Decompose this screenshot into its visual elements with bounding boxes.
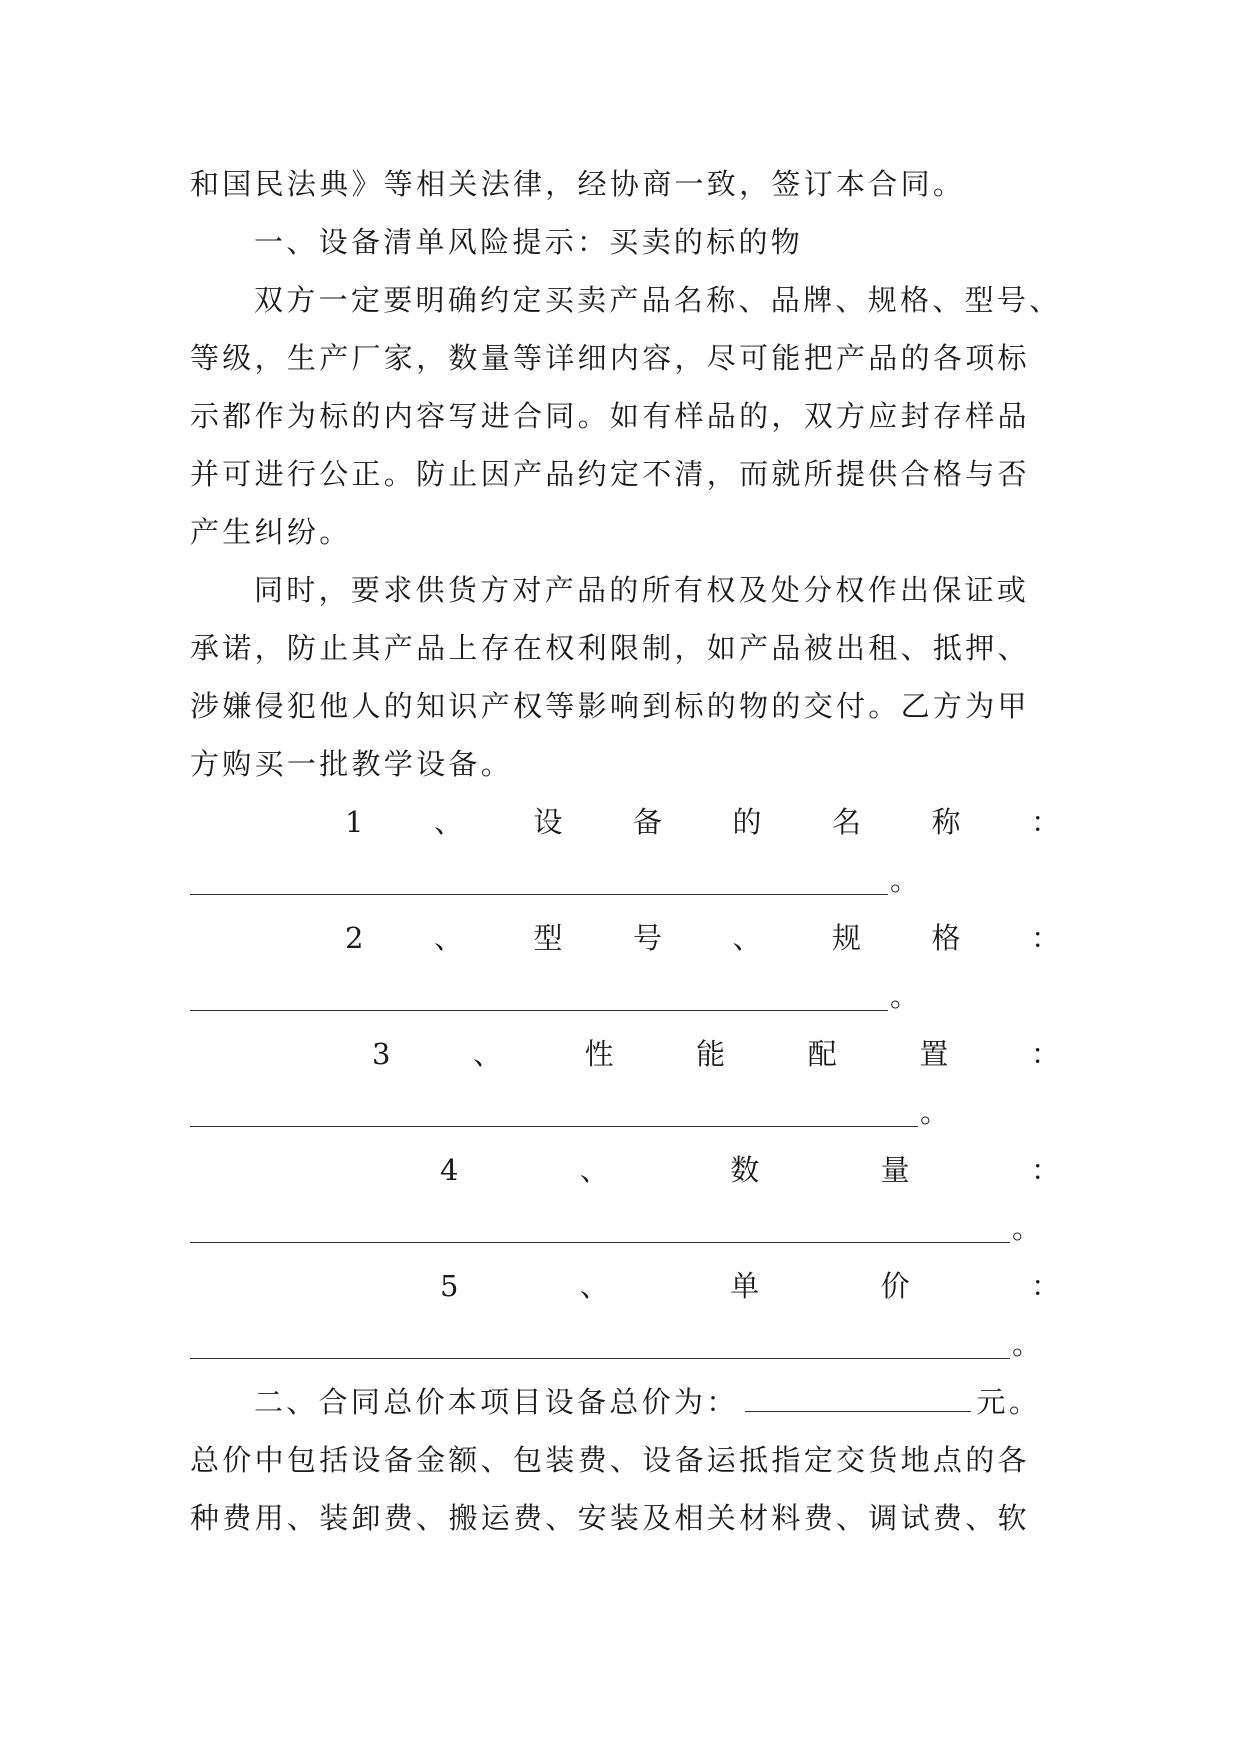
- paragraph-line: 方购买一批教学设备。: [190, 747, 514, 781]
- paragraph-line: 同时，要求供货方对产品的所有权及处分权作出保证或: [254, 573, 1030, 607]
- field-equipment-name: [190, 793, 1060, 909]
- paragraph-line: 种费用、装卸费、搬运费、安装及相关材料费、调试费、软: [190, 1501, 1030, 1535]
- section-1-heading: 一、设备清单风险提示：买卖的标的物: [254, 225, 804, 259]
- field-unit-price: [190, 1257, 1060, 1373]
- field-label: 4 、 数 量 ：: [440, 1153, 1060, 1187]
- paragraph-line: 示都作为标的内容写进合同。如有样品的，双方应封存样品: [190, 399, 1030, 433]
- intro-line: 和国民法典》等相关法律，经协商一致，签订本合同。: [190, 167, 966, 201]
- currency-unit: 元。: [976, 1385, 1042, 1419]
- field-quantity: [190, 1141, 1060, 1257]
- section-1-paragraph-2: [190, 561, 1060, 793]
- section-2: [190, 1373, 1060, 1547]
- section-1-paragraph-1: [190, 271, 1060, 561]
- underline: [190, 980, 888, 1011]
- paragraph-line: 承诺，防止其产品上存在权利限制，如产品被出租、抵押、: [190, 631, 1030, 665]
- field-label: 2 、 型 号 、 规 格 ：: [345, 921, 1060, 955]
- section-2-heading: 二、合同总价本项目设备总价为：: [254, 1385, 739, 1419]
- section-2-heading-line: [190, 1373, 1060, 1431]
- fill-blank[interactable]: 。: [190, 967, 1060, 1025]
- fill-blank[interactable]: 。: [190, 1315, 1060, 1373]
- field-label: 5 、 单 价 ：: [440, 1269, 1060, 1303]
- paragraph-line: 等级，生产厂家，数量等详细内容，尽可能把产品的各项标: [190, 341, 1030, 375]
- underline: [190, 1328, 1010, 1359]
- fill-blank[interactable]: 。: [190, 1199, 1060, 1257]
- field-label: 1 、 设 备 的 名 称 ：: [345, 805, 1060, 839]
- field-model-spec: [190, 909, 1060, 1025]
- underline: [190, 864, 888, 895]
- total-price-blank[interactable]: [745, 1385, 971, 1412]
- paragraph-line: 产生纠纷。: [190, 515, 352, 549]
- field-label: 3 、 性 能 配 置 ：: [372, 1037, 1060, 1071]
- underline: [190, 1212, 1010, 1243]
- paragraph-line: 总价中包括设备金额、包装费、设备运抵指定交货地点的各: [190, 1443, 1030, 1477]
- paragraph-line: 并可进行公正。防止因产品约定不清，而就所提供合格与否: [190, 457, 1030, 491]
- fill-blank[interactable]: 。: [190, 1083, 1060, 1141]
- paragraph-line: 双方一定要明确约定买卖产品名称、品牌、规格、型号、: [254, 283, 1062, 317]
- document-page: [190, 155, 1060, 1547]
- paragraph-line: 涉嫌侵犯他人的知识产权等影响到标的物的交付。乙方为甲: [190, 689, 1030, 723]
- fill-blank[interactable]: 。: [190, 851, 1060, 909]
- underline: [190, 1096, 918, 1127]
- field-performance-config: [190, 1025, 1060, 1141]
